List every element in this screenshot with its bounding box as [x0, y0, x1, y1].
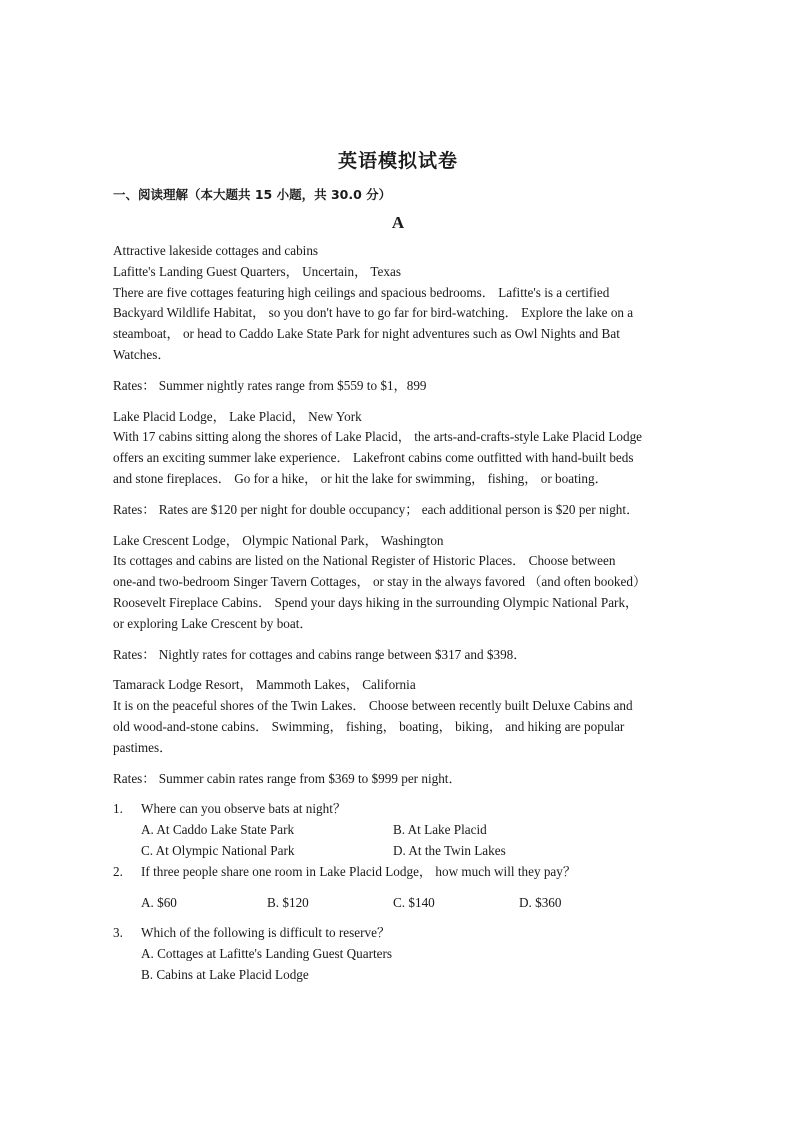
listing-text — [113, 675, 683, 758]
rates-line: Rates： Nightly rates for cottages and cabins range between $317 and $398． — [113, 646, 527, 662]
passage-line: steamboat， or head to Caddo Lake State Park for night adventures such as Owl Nights and Bat — [113, 326, 620, 342]
passage-line: Roosevelt Fireplace Cabins． Spend your days hiking in the surrounding Olympic National Park， — [113, 594, 639, 610]
question-number: 1. — [113, 801, 123, 817]
passage-line: Watches． — [113, 346, 171, 362]
listing-lake-placid — [113, 407, 683, 521]
option-b[interactable]: B. $120 — [267, 894, 309, 910]
passage-line: Lafitte's Landing Guest Quarters， Uncertain， Texas — [113, 263, 401, 279]
passage-line: and stone fireplaces． Go for a hike， or hit the lake for swimming， fishing， or boating． — [113, 470, 608, 486]
listing-tamarack — [113, 675, 683, 789]
listing-text — [113, 241, 683, 366]
options-list — [141, 944, 683, 986]
option-a[interactable]: A. Cottages at Lafitte's Landing Guest Quarters — [141, 946, 393, 962]
options-list — [141, 893, 683, 914]
option-a[interactable]: A. $60 — [141, 894, 177, 910]
passage-line: offers an exciting summer lake experience． Lakefront cabins come outfitted with hand-built beds — [113, 450, 634, 466]
listing-lafittes — [113, 241, 683, 397]
option-c[interactable]: C. $140 — [393, 894, 435, 910]
question-2 — [113, 862, 683, 914]
passage-line: pastimes． — [113, 739, 173, 755]
passage-line: Lake Crescent Lodge， Olympic National Park， Washington — [113, 532, 444, 548]
passage-line: Its cottages and cabins are listed on the National Register of Historic Places． Choose between — [113, 553, 616, 569]
passage-line: It is on the peaceful shores of the Twin Lakes． Choose between recently built Deluxe Cabins and — [113, 698, 633, 714]
passage-line: or exploring Lake Crescent by boat． — [113, 615, 313, 631]
listing-lake-crescent — [113, 531, 683, 666]
question-number: 3. — [113, 925, 123, 941]
passage-line: old wood-and-stone cabins． Swimming， fishing， boating， biking， and hiking are popular — [113, 718, 625, 734]
passage-label: A — [391, 213, 405, 232]
option-b[interactable]: B. At Lake Placid — [393, 822, 487, 838]
section-heading: 一、阅读理解（本大题共 15 小题，共 30.0 分） — [113, 187, 392, 202]
rates-line: Rates： Rates are $120 per night for double occupancy； each additional person is $20 per night． — [113, 501, 640, 517]
page-title: 英语模拟试卷 — [337, 150, 458, 172]
exam-page — [113, 140, 683, 986]
question-stem: Where can you observe bats at night？ — [141, 801, 347, 817]
rates-line: Rates： Summer nightly rates range from $559 to $1，899 — [113, 377, 427, 393]
passage-line: Attractive lakeside cottages and cabins — [113, 243, 319, 258]
passage-line: There are five cottages featuring high ceilings and spacious bedrooms． Lafitte's is a certified — [113, 284, 610, 300]
question-number: 2. — [113, 863, 123, 879]
passage-line: Tamarack Lodge Resort， Mammoth Lakes， California — [113, 677, 416, 693]
rates-line: Rates： Summer cabin rates range from $369 to $999 per night． — [113, 770, 462, 786]
passage-line: Lake Placid Lodge， Lake Placid， New York — [113, 408, 362, 424]
passage-line: With 17 cabins sitting along the shores of Lake Placid， the arts-and-crafts-style Lake Placid Lodge — [113, 429, 643, 445]
option-c[interactable]: C. At Olympic National Park — [141, 842, 295, 858]
question-3 — [113, 923, 683, 985]
question-1 — [113, 799, 683, 861]
passage-line: one-and two-bedroom Singer Tavern Cottages， or stay in the always favored （and often booked） — [113, 574, 647, 590]
option-a[interactable]: A. At Caddo Lake State Park — [141, 822, 295, 838]
listing-text — [113, 531, 683, 635]
option-d[interactable]: D. $360 — [519, 894, 562, 910]
question-stem: If three people share one room in Lake Placid Lodge， how much will they pay？ — [141, 863, 577, 879]
option-d[interactable]: D. At the Twin Lakes — [393, 842, 506, 858]
listing-text — [113, 407, 683, 490]
question-stem: Which of the following is difficult to reserve？ — [141, 925, 391, 941]
passage-line: Backyard Wildlife Habitat， so you don't have to go far for bird-watching． Explore the lake on a — [113, 305, 634, 321]
option-b[interactable]: B. Cabins at Lake Placid Lodge — [141, 966, 309, 982]
options-list — [141, 820, 683, 862]
